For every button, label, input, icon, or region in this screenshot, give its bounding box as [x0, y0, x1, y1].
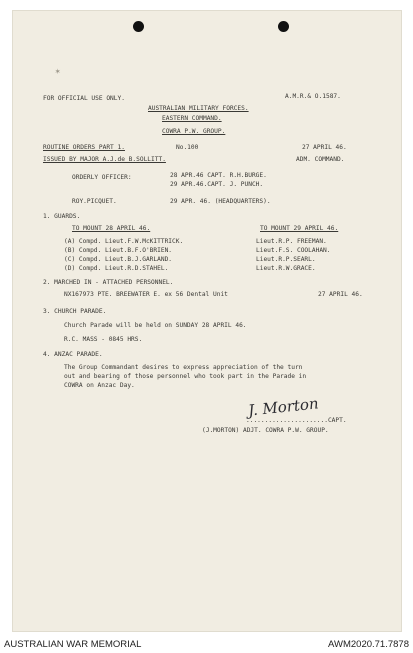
- marched-in-line: NX167973 PTE. BREEWATER E. ex 56 Dental Unit: [64, 291, 228, 298]
- orderly-officer-label: ORDERLY OFFICER:: [72, 174, 132, 181]
- title-line-2: EASTERN COMMAND.: [162, 115, 222, 122]
- orderly-officer-1: 28 APR.46 CAPT. R.H.BURGE.: [170, 172, 267, 179]
- footer-institution: AUSTRALIAN WAR MEMORIAL: [4, 639, 142, 650]
- title-line-1: AUSTRALIAN MILITARY FORCES.: [148, 105, 249, 112]
- adm-command: ADM. COMMAND.: [296, 156, 345, 163]
- archive-footer: [0, 633, 413, 653]
- picquet-label: ROY.PICQUET.: [72, 198, 117, 205]
- section-church-parade: 3. CHURCH PARADE.: [43, 308, 107, 315]
- guard-right-4: Lieut.R.W.GRACE.: [256, 265, 316, 272]
- paper-mark: ✶: [55, 67, 61, 77]
- section-guards: 1. GUARDS.: [43, 213, 81, 220]
- signature-block: (J.MORTON) ADJT. COWRA P.W. GROUP.: [202, 427, 329, 434]
- section-anzac-parade: 4. ANZAC PARADE.: [43, 351, 103, 358]
- church-parade-line: Church Parade will be held on SUNDAY 28 APRIL 46.: [64, 322, 247, 329]
- anzac-line-1: The Group Commandant desires to express appreciation of the turn: [64, 364, 303, 371]
- title-line-3: COWRA P.W. GROUP.: [162, 128, 226, 135]
- order-number: No.100: [176, 144, 199, 151]
- anzac-line-2: out and bearing of those personnel who took part in the Parade in: [64, 373, 307, 380]
- guard-left-c: (C) Compd. Lieut.B.J.GARLAND.: [64, 256, 173, 263]
- guard-left-a: (A) Compd. Lieut.F.W.McKITTRICK.: [64, 238, 184, 245]
- anzac-line-3: COWRA on Anzac Day.: [64, 382, 135, 389]
- mount-28-heading: TO MOUNT 28 APRIL 46.: [72, 225, 151, 232]
- guard-right-2: Lieut.F.S. COOLAHAN.: [256, 247, 331, 254]
- guard-left-d: (D) Compd. Lieut.R.D.STAHEL.: [64, 265, 169, 272]
- guard-right-3: Lieut.R.P.SEARL.: [256, 256, 316, 263]
- picquet-value: 29 APR. 46. (HEADQUARTERS).: [170, 198, 271, 205]
- mount-29-heading: TO MOUNT 29 APRIL 46.: [260, 225, 339, 232]
- issued-by: ISSUED BY MAJOR A.J.de B.SOLLITT.: [43, 156, 166, 163]
- punch-hole-right: [278, 21, 289, 32]
- guard-right-1: Lieut.R.P. FREEMAN.: [256, 238, 327, 245]
- punch-hole-left: [133, 21, 144, 32]
- rc-mass-line: R.C. MASS - 0845 HRS.: [64, 336, 143, 343]
- handwritten-signature: J. Morton: [247, 394, 320, 420]
- guard-left-b: (B) Compd. Lieut.B.F.O'BRIEN.: [64, 247, 173, 254]
- signature-dots: ......................CAPT.: [246, 417, 347, 424]
- footer-accession-number: AWM2020.71.7878: [328, 639, 409, 650]
- reference-number: A.M.R.& O.1587.: [285, 93, 341, 100]
- orderly-officer-2: 29 APR.46.CAPT. J. PUNCH.: [170, 181, 264, 188]
- routine-orders-heading: ROUTINE ORDERS PART 1.: [43, 144, 125, 151]
- document-page: [12, 10, 402, 632]
- section-marched-in: 2. MARCHED IN - ATTACHED PERSONNEL.: [43, 279, 174, 286]
- official-use-header: FOR OFFICIAL USE ONLY.: [43, 95, 125, 102]
- marched-in-date: 27 APRIL 46.: [318, 291, 363, 298]
- order-date: 27 APRIL 46.: [302, 144, 347, 151]
